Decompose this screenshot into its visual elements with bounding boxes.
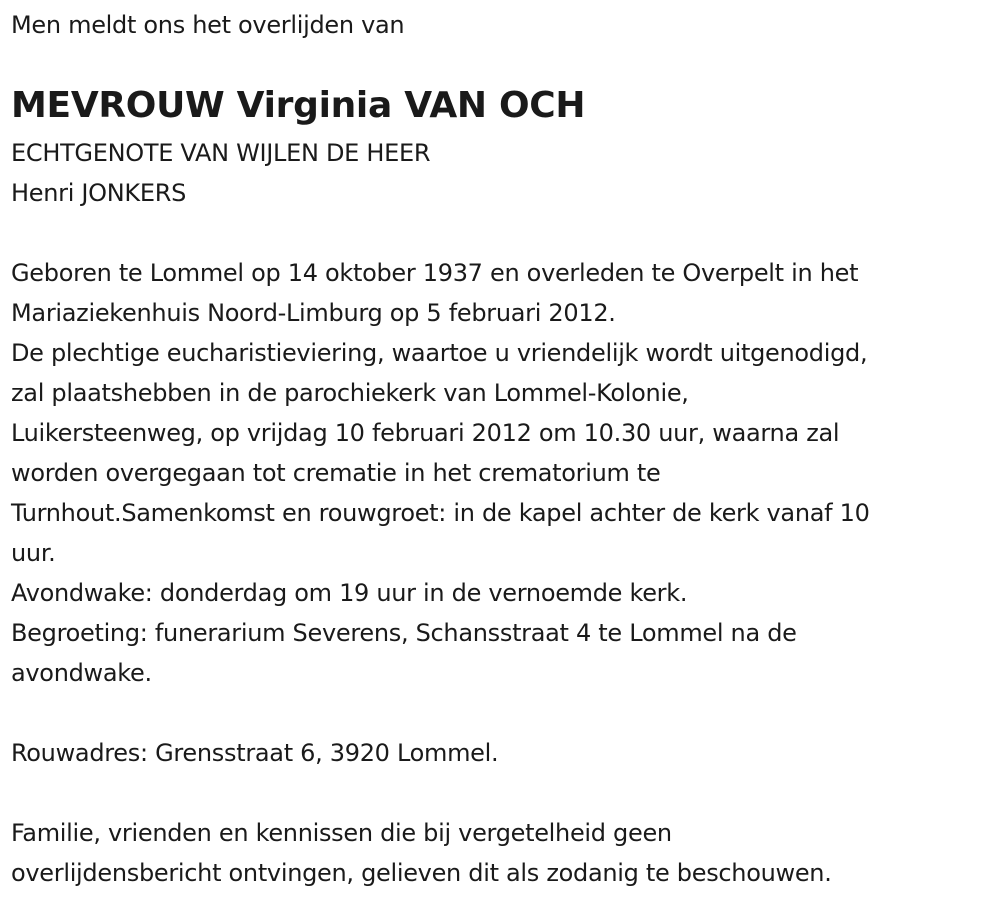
details-line: Avondwake: donderdag om 19 uur in de vernoemde kerk. bbox=[11, 579, 688, 607]
deceased-name: MEVROUW Virginia VAN OCH bbox=[11, 85, 586, 126]
closing-line: Familie, vrienden en kennissen die bij vergetelheid geen bbox=[11, 819, 672, 847]
details-line: De plechtige eucharistieviering, waartoe u vriendelijk wordt uitgenodigd, bbox=[11, 339, 868, 367]
details-block bbox=[11, 253, 870, 693]
details-line: Geboren te Lommel op 14 oktober 1937 en overleden te Overpelt in het bbox=[11, 259, 859, 287]
details-line: Begroeting: funerarium Severens, Schansstraat 4 te Lommel na de bbox=[11, 619, 797, 647]
closing-block bbox=[11, 813, 832, 893]
details-line: Luikersteenweg, op vrijdag 10 februari 2012 om 10.30 uur, waarna zal bbox=[11, 419, 840, 447]
details-line: Turnhout.Samenkomst en rouwgroet: in de kapel achter de kerk vanaf 10 bbox=[11, 499, 870, 527]
details-line: Mariaziekenhuis Noord-Limburg op 5 februari 2012. bbox=[11, 299, 616, 327]
spouse-title: ECHTGENOTE VAN WIJLEN DE HEER bbox=[11, 139, 431, 167]
address-block bbox=[11, 733, 498, 773]
mourning-address: Rouwadres: Grensstraat 6, 3920 Lommel. bbox=[11, 739, 499, 767]
spouse-name: Henri JONKERS bbox=[11, 179, 187, 207]
spouse-block bbox=[11, 133, 430, 213]
details-line: avondwake. bbox=[11, 659, 152, 687]
details-line: zal plaatshebben in de parochiekerk van Lommel-Kolonie, bbox=[11, 379, 689, 407]
details-line: uur. bbox=[11, 539, 56, 567]
intro-text: Men meldt ons het overlijden van bbox=[11, 11, 405, 39]
details-line: worden overgegaan tot crematie in het crematorium te bbox=[11, 459, 661, 487]
closing-line: overlijdensbericht ontvingen, gelieven dit als zodanig te beschouwen. bbox=[11, 859, 832, 887]
